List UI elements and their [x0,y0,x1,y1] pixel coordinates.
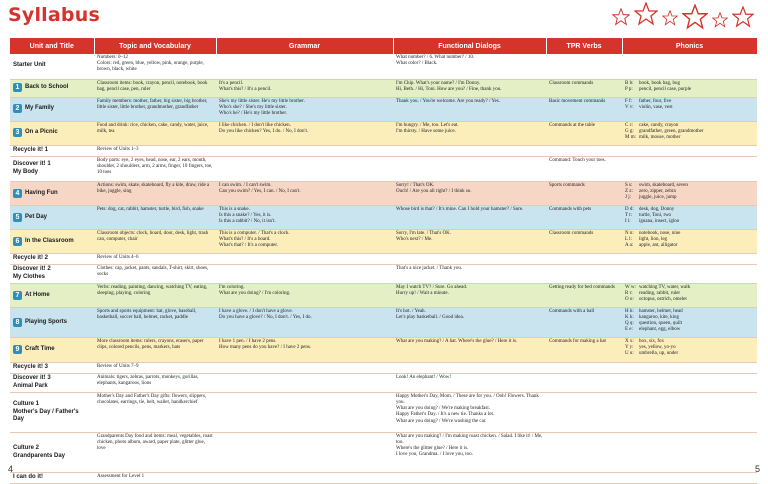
grammar-cell: This is a computer. / That's a clock. What's this? / It's a board. What's that? / It's a computer. [216,229,393,253]
dialog-cell [393,362,546,373]
phonics-cell [622,253,757,264]
unit-number-badge: 6 [13,237,22,246]
star-icon [732,6,754,28]
unit-title: Recycle it! 1 [13,146,49,153]
phonics-letter: S s: [625,182,633,188]
phonics-line [625,297,754,303]
dialog-cell [393,472,546,483]
table-row [10,264,757,283]
grammar-cell [216,145,393,156]
dialog-cell: What are you making? / I'm making roast chicken. / Salad. I like it! / Me, too. Where's the glitter glue? / Here it is. I love you, Grandma. / I love you, too. [393,432,546,472]
topic-cell: Review of Units 7–9 [94,362,216,373]
phonics-cell [622,373,757,392]
topic-cell: Review of Units 1–3 [94,145,216,156]
phonics-cell [622,97,757,121]
grammar-cell: I have 1 pen. / I have 2 pens. How many pens do you have? / I have 2 pens. [216,337,393,362]
page-number-right: 5 [754,464,760,474]
unit-title: Culture 2 [13,444,40,451]
table-row [10,283,757,307]
grammar-cell [216,472,393,483]
unit-title: In the Classroom [25,237,74,244]
phonics-letter: T t: [625,212,632,218]
unit-cell [10,97,94,121]
tpr-cell [546,373,622,392]
unit-title: Pet Day [25,213,48,220]
tpr-cell: Getting ready for bed commands [546,283,622,307]
star-icon [682,4,708,30]
topic-cell: Classroom objects: clock, board, door, desk, light, trash can, computer, chair [94,229,216,253]
phonics-letter: J j: [625,194,631,200]
phonics-cell [622,54,757,79]
unit-title: I can do it! [13,473,43,480]
unit-number-badge: 9 [13,345,22,354]
topic-cell: Grandparents Day food and items: meal, vegetables, roast chicken, photo album, award, paper plate, glitter glue, love [94,432,216,472]
unit-title: Craft Time [25,346,55,353]
unit-subtitle: Animal Park [13,383,48,390]
column-header: Unit and Title [10,38,94,54]
phonics-words: turtle, Toni, two [639,212,672,218]
grammar-cell: It's a pencil. What's this? / It's a pencil. [216,79,393,97]
table-row [10,205,757,229]
phonics-words: notebook, nose, nine [639,230,681,236]
tpr-cell [546,392,622,432]
grammar-cell [216,156,393,181]
unit-number-badge: 3 [13,128,22,137]
dialog-cell: Thank you. / You're welcome. Are you ready? / Yes. [393,97,546,121]
grammar-cell: I can swim. / I can't swim. Can you swim? / Yes, I can. / No, I can't. [216,181,393,205]
phonics-letter: D d: [625,206,634,212]
topic-cell: Sports and sports equipment: bat, glove, baseball, basketball, soccer ball, helmet, racket, paddle [94,307,216,337]
phonics-letter: W w: [625,284,636,290]
unit-title: Playing Sports [25,318,68,325]
table-row [10,54,757,79]
phonics-line [625,87,754,93]
table-row [10,392,757,432]
phonics-letter: A a: [625,242,634,248]
phonics-cell [622,307,757,337]
column-header: Functional Dialogs [393,38,546,54]
table-row [10,253,757,264]
phonics-line [625,219,754,225]
phonics-words: box, six, fox [639,338,664,344]
phonics-letter: L l: [625,236,632,242]
dialog-cell: May I watch TV? / Sure. Go ahead. Hurry up! / Wait a minute. [393,283,546,307]
dialog-cell: I'm Chip. What's your name? / I'm Donny. Hi, Beth. / Hi, Toni. How are you? / Fine, thank you. [393,79,546,97]
unit-title: Discover it! 1 [13,161,51,168]
grammar-cell [216,392,393,432]
table-row [10,156,757,181]
phonics-cell [622,229,757,253]
grammar-cell: I like chicken. / I don't like chicken. Do you like chicken? Yes, I do. / No, I don't. [216,121,393,145]
topic-cell: Actions: swim, skate, skateboard, fly a kite, draw, ride a bike, juggle, sing [94,181,216,205]
page-number-left: 4 [8,464,14,474]
topic-cell: Mother's Day and Father's Day gifts: flowers, slippers, chocolates, earrings, tie, belt, wallet, handkerchief [94,392,216,432]
table-row [10,79,757,97]
topic-cell: Classroom items: book, crayon, pencil, notebook, book bag, pencil case, pen, ruler [94,79,216,97]
unit-title: On a Picnic [25,129,58,136]
topic-cell: Family members: mother, father, big sister, big brother, little sister, little brother, grandmother, grandfather [94,97,216,121]
unit-cell [10,337,94,362]
tpr-cell: Classroom commands [546,79,622,97]
phonics-words: milk, mouse, mother [639,134,681,140]
phonics-letter: N n: [625,230,634,236]
phonics-words: grandfather, green, grandmother [639,128,704,134]
phonics-letter: P p: [625,86,633,92]
topic-cell: Food and drink: rice, chicken, cake, candy, water, juice, milk, tea [94,121,216,145]
unit-subtitle: My Clothes [13,274,46,281]
table-row [10,121,757,145]
unit-title: Starter Unit [13,62,46,69]
phonics-words: light, lion, leg [639,236,668,242]
topic-cell: Animals: tigers, zebras, parrots, monkeys, gorillas, elephants, kangaroos, lions [94,373,216,392]
table-row [10,432,757,472]
table-row [10,97,757,121]
phonics-cell [622,79,757,97]
page-title: Syllabus [8,4,100,26]
unit-cell [10,54,94,79]
tpr-cell: Command: Touch your toes. [546,156,622,181]
tpr-cell [546,472,622,483]
topic-cell: More classroom items: rulers, crayons, erasers, paper clips, colored pencils, pens, markers, hats [94,337,216,362]
topic-cell: Assessment for Level 1 [94,472,216,483]
tpr-cell [546,145,622,156]
table-row [10,145,757,156]
unit-cell [10,264,94,283]
unit-title: Recycle it! 2 [13,254,49,261]
phonics-letter: Z z: [625,188,633,194]
grammar-cell [216,362,393,373]
dialog-cell [393,156,546,181]
unit-cell [10,307,94,337]
phonics-words: yes, yellow, yo-yo [639,344,676,350]
dialog-cell: Sorry! / That's OK. Ouch! / Are you all right? / I think so. [393,181,546,205]
unit-cell [10,205,94,229]
phonics-words: question, queen, quilt [639,321,683,327]
grammar-cell: This is a snake. Is this a snake? / Yes, it is. Is this a rabbit? / No, it isn't. [216,205,393,229]
syllabus-table [10,38,758,484]
unit-number-badge: 8 [13,318,22,327]
phonics-letter: M m: [625,134,636,140]
phonics-letter: F f: [625,98,633,104]
phonics-line [625,243,754,249]
unit-title: Culture 1 [13,401,40,408]
tpr-cell: Commands with pets [546,205,622,229]
phonics-cell [622,145,757,156]
phonics-words: kangaroo, kite, king [639,314,679,320]
unit-number-badge: 2 [13,104,22,113]
phonics-cell [622,264,757,283]
phonics-cell [622,283,757,307]
tpr-cell [546,264,622,283]
unit-subtitle: Grandparents Day [13,452,66,459]
unit-number-badge: 1 [13,83,22,92]
phonics-words: cake, candy, crayon [639,122,679,128]
phonics-words: swim, skateboard, seven [639,182,688,188]
grammar-cell [216,373,393,392]
grammar-cell [216,432,393,472]
star-icon [712,12,728,28]
table-row [10,337,757,362]
phonics-words: reading, rabbit, ruler [639,290,681,296]
unit-cell [10,283,94,307]
phonics-line [625,105,754,111]
unit-title: Having Fun [25,189,58,196]
unit-title: My Family [25,105,55,112]
unit-cell [10,145,94,156]
phonics-letter: U u: [625,351,634,357]
tpr-cell [546,432,622,472]
topic-cell: Pets: dog, cat, rabbit, hamster, turtle, bird, fish, snake [94,205,216,229]
star-icon [662,10,678,26]
phonics-cell [622,181,757,205]
unit-cell [10,121,94,145]
topic-cell: Review of Units 4–6 [94,253,216,264]
phonics-cell [622,362,757,373]
unit-cell [10,432,94,472]
phonics-words: book, book bag, bug [639,80,680,86]
tpr-cell: Sports commands [546,181,622,205]
table-row [10,181,757,205]
phonics-words: violin, vase, vest [639,104,673,110]
grammar-cell [216,264,393,283]
phonics-letter: R r: [625,290,633,296]
dialog-cell [393,145,546,156]
unit-subtitle: Mother's Day / Father's Day [13,409,79,423]
phonics-letter: X x: [625,338,634,344]
table-row [10,472,757,483]
phonics-words: zero, zipper, zebra [639,188,676,194]
decorative-stars [612,2,762,36]
phonics-words: apple, ant, alligator [639,242,678,248]
phonics-cell [622,392,757,432]
unit-number-badge: 4 [13,189,22,198]
phonics-line [625,135,754,141]
phonics-line [625,327,754,333]
phonics-words: hamster, helmet, head [639,308,683,314]
dialog-cell: Whose bird is that? / It's mine. Can I hold your hamster? / Sure. [393,205,546,229]
unit-cell [10,392,94,432]
table-header-row [10,38,757,54]
phonics-cell [622,472,757,483]
column-header: Grammar [216,38,393,54]
tpr-cell: Classroom commands [546,229,622,253]
phonics-words: iguana, insect, igloo [639,218,680,224]
topic-cell: Clothes: cap, jacket, pants, sandals, T-shirt, skirt, shoes, socks [94,264,216,283]
phonics-words: juggle, juice, jump [639,194,677,200]
phonics-letter: Q q: [625,321,634,327]
dialog-cell: That's a nice jacket. / Thank you. [393,264,546,283]
star-icon [612,8,630,26]
unit-title: Discover it! 2 [13,266,51,273]
column-header: Phonics [622,38,757,54]
topic-cell: Numbers: 0–12 Colors: red, green, blue, yellow, pink, orange, purple, brown, black, white [94,54,216,79]
unit-cell [10,472,94,483]
unit-title: Back to School [25,84,69,91]
phonics-words: desk, dog, Donny [639,206,675,212]
unit-title: Recycle it! 3 [13,363,49,370]
grammar-cell [216,54,393,79]
table-row [10,373,757,392]
dialog-cell: What number? / 6. What number? / 10. What color? / Black. [393,54,546,79]
phonics-cell [622,156,757,181]
dialog-cell [393,253,546,264]
phonics-letter: E e: [625,327,633,333]
unit-cell [10,229,94,253]
unit-cell [10,362,94,373]
unit-cell [10,156,94,181]
tpr-cell [546,253,622,264]
grammar-cell [216,253,393,264]
dialog-cell: What are you making? / A hat. Where's the glue? / Here it is. [393,337,546,362]
phonics-words: octopus, ostrich, omelet [639,297,687,303]
unit-number-badge: 5 [13,213,22,222]
column-header: Topic and Vocabulary [94,38,216,54]
tpr-cell: Basic movement commands [546,97,622,121]
phonics-letter: H h: [625,308,634,314]
topic-cell: Body parts: eye, 2 eyes, head, nose, ear, 2 ears, mouth, shoulder, 2 shoulders, arm, 2 arms, finger, 10 fingers, toe, 10 toes [94,156,216,181]
phonics-letter: B b: [625,80,634,86]
table-row [10,229,757,253]
tpr-cell [546,362,622,373]
phonics-words: pencil, pencil case, purple [639,86,692,92]
phonics-line [625,195,754,201]
phonics-letter: I i: [625,218,631,224]
phonics-letter: G g: [625,128,634,134]
phonics-words: watching TV, water, walk [639,284,691,290]
dialog-cell: I'm hungry. / Me, too. Let's eat. I'm thirsty. / Have some juice. [393,121,546,145]
phonics-letter: O o: [625,297,634,303]
unit-number-badge: 7 [13,291,22,300]
phonics-letter: K k: [625,314,634,320]
phonics-cell [622,121,757,145]
grammar-cell: I have a glove. / I don't have a glove. Do you have a glove? / No, I don't. / Yes, I do. [216,307,393,337]
phonics-line [625,351,754,357]
grammar-cell: She's my little sister. He's my little brother. Who's she? / She's my little sister. Who's he? / He's my little brother. [216,97,393,121]
phonics-words: umbrella, up, under [639,351,679,357]
star-icon [634,2,658,26]
unit-title: Discover it! 3 [13,375,51,382]
phonics-letter: Y y: [625,344,634,350]
phonics-words: elephant, egg, elbow [639,327,681,333]
tpr-cell: Commands at the table [546,121,622,145]
tpr-cell: Commands for making a hat [546,337,622,362]
dialog-cell: Happy Mother's Day, Mom. / These are for you. / Ooh! Flowers. Thank you. What are you doing? / We're making breakfast. Happy Father's Day. / It's a new tie. Thanks a lot. What are you doing? / We're washing the car. [393,392,546,432]
unit-subtitle: My Body [13,169,39,176]
dialog-cell: Look! An elephant! / Wow! [393,373,546,392]
table-row [10,362,757,373]
phonics-cell [622,432,757,472]
tpr-cell [546,54,622,79]
unit-cell [10,253,94,264]
phonics-letter: C c: [625,122,634,128]
unit-cell [10,79,94,97]
table-row [10,307,757,337]
dialog-cell: Sorry, I'm late. / That's OK. Who's next? / Me. [393,229,546,253]
phonics-letter: V v: [625,104,634,110]
unit-cell [10,181,94,205]
unit-title: At Home [25,291,50,298]
tpr-cell: Commands with a ball [546,307,622,337]
unit-cell [10,373,94,392]
column-header: TPR Verbs [546,38,622,54]
phonics-words: father, four, five [639,98,672,104]
grammar-cell: I'm coloring. What are you doing? / I'm coloring. [216,283,393,307]
dialog-cell: It's hot. / Yeah. Let's play basketball. / Good idea. [393,307,546,337]
topic-cell: Verbs: reading, painting, dancing, watching TV, eating, sleeping, playing, coloring [94,283,216,307]
phonics-cell [622,205,757,229]
phonics-cell [622,337,757,362]
